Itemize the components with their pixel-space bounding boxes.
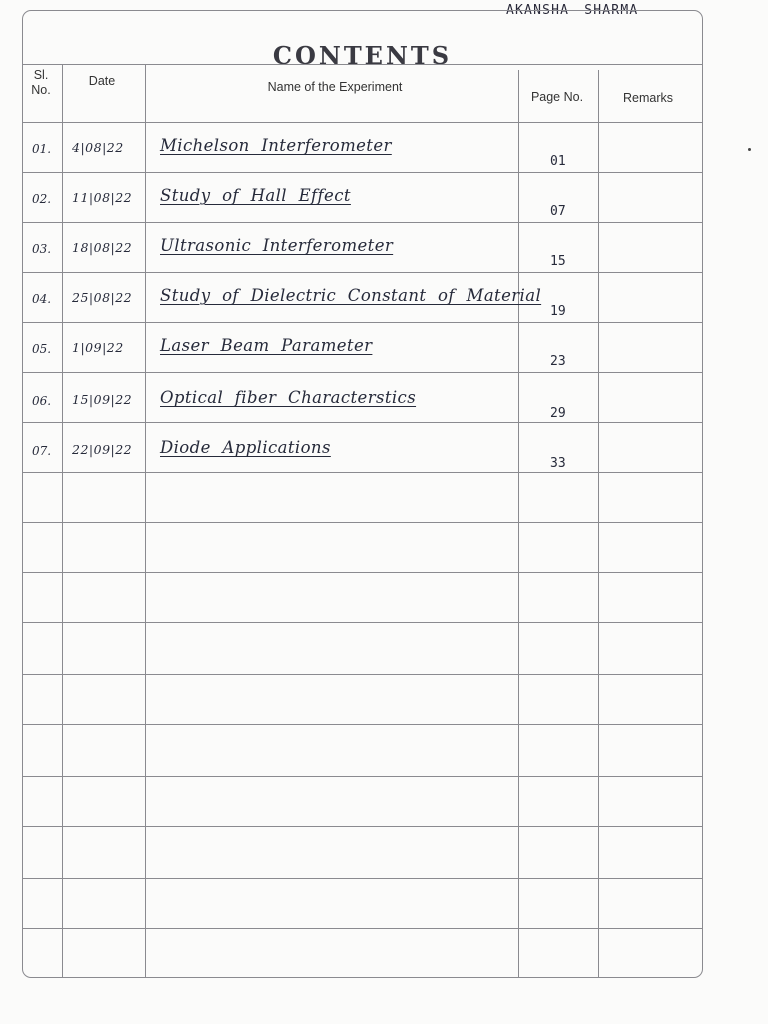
header-sl-no: Sl. No. bbox=[31, 68, 51, 97]
row-date: 11|08|22 bbox=[72, 190, 133, 205]
column-rule bbox=[518, 70, 519, 978]
row-rule bbox=[22, 472, 703, 473]
row-page-no: 15 bbox=[550, 254, 566, 269]
row-page-no: 19 bbox=[550, 304, 566, 319]
header-date: Date bbox=[88, 74, 116, 88]
row-experiment-name: Diode Applications bbox=[160, 438, 331, 457]
row-page-no: 33 bbox=[550, 456, 566, 471]
row-rule bbox=[22, 572, 703, 573]
column-rule bbox=[62, 64, 63, 978]
owner-name: AKANSHA SHARMA bbox=[506, 3, 639, 18]
row-page-no: 29 bbox=[550, 406, 566, 421]
row-sl-no: 07. bbox=[32, 444, 52, 458]
row-rule bbox=[22, 222, 703, 223]
row-sl-no: 02. bbox=[32, 192, 52, 206]
row-experiment-name: Ultrasonic Interferometer bbox=[160, 236, 394, 255]
header-page-no: Page No. bbox=[530, 90, 584, 104]
header-remarks: Remarks bbox=[622, 91, 673, 105]
row-rule bbox=[22, 422, 703, 423]
row-date: 4|08|22 bbox=[72, 140, 124, 155]
page-title: CONTENTS bbox=[272, 41, 453, 70]
row-sl-no: 04. bbox=[32, 292, 52, 306]
row-sl-no: 03. bbox=[32, 242, 52, 256]
row-experiment-name: Study of Dielectric Constant of Material bbox=[160, 286, 542, 305]
row-page-no: 07 bbox=[550, 204, 566, 219]
header-name: Name of the Experiment bbox=[267, 80, 403, 94]
row-page-no: 23 bbox=[550, 354, 566, 369]
row-date: 1|09|22 bbox=[72, 340, 124, 355]
row-date: 22|09|22 bbox=[72, 442, 133, 457]
row-rule bbox=[22, 674, 703, 675]
header-top-rule bbox=[22, 64, 703, 65]
row-date: 15|09|22 bbox=[72, 392, 133, 407]
row-rule bbox=[22, 522, 703, 523]
row-rule bbox=[22, 172, 703, 173]
row-rule bbox=[22, 322, 703, 323]
row-sl-no: 06. bbox=[32, 394, 52, 408]
row-date: 25|08|22 bbox=[72, 290, 133, 305]
row-rule bbox=[22, 928, 703, 929]
row-experiment-name: Study of Hall Effect bbox=[160, 186, 351, 205]
row-experiment-name: Laser Beam Parameter bbox=[160, 336, 373, 355]
row-sl-no: 05. bbox=[32, 342, 52, 356]
row-page-no: 01 bbox=[550, 154, 566, 169]
row-rule bbox=[22, 272, 703, 273]
contents-frame bbox=[22, 10, 703, 978]
row-sl-no: 01. bbox=[32, 142, 52, 156]
row-rule bbox=[22, 724, 703, 725]
row-rule bbox=[22, 122, 703, 123]
row-rule bbox=[22, 622, 703, 623]
row-experiment-name: Michelson Interferometer bbox=[160, 136, 392, 155]
row-date: 18|08|22 bbox=[72, 240, 133, 255]
row-rule bbox=[22, 372, 703, 373]
row-rule bbox=[22, 826, 703, 827]
column-rule bbox=[598, 70, 599, 978]
row-experiment-name: Optical fiber Characterstics bbox=[160, 388, 417, 407]
column-rule bbox=[145, 64, 146, 978]
row-rule bbox=[22, 878, 703, 879]
row-rule bbox=[22, 776, 703, 777]
ink-dot bbox=[748, 148, 751, 151]
